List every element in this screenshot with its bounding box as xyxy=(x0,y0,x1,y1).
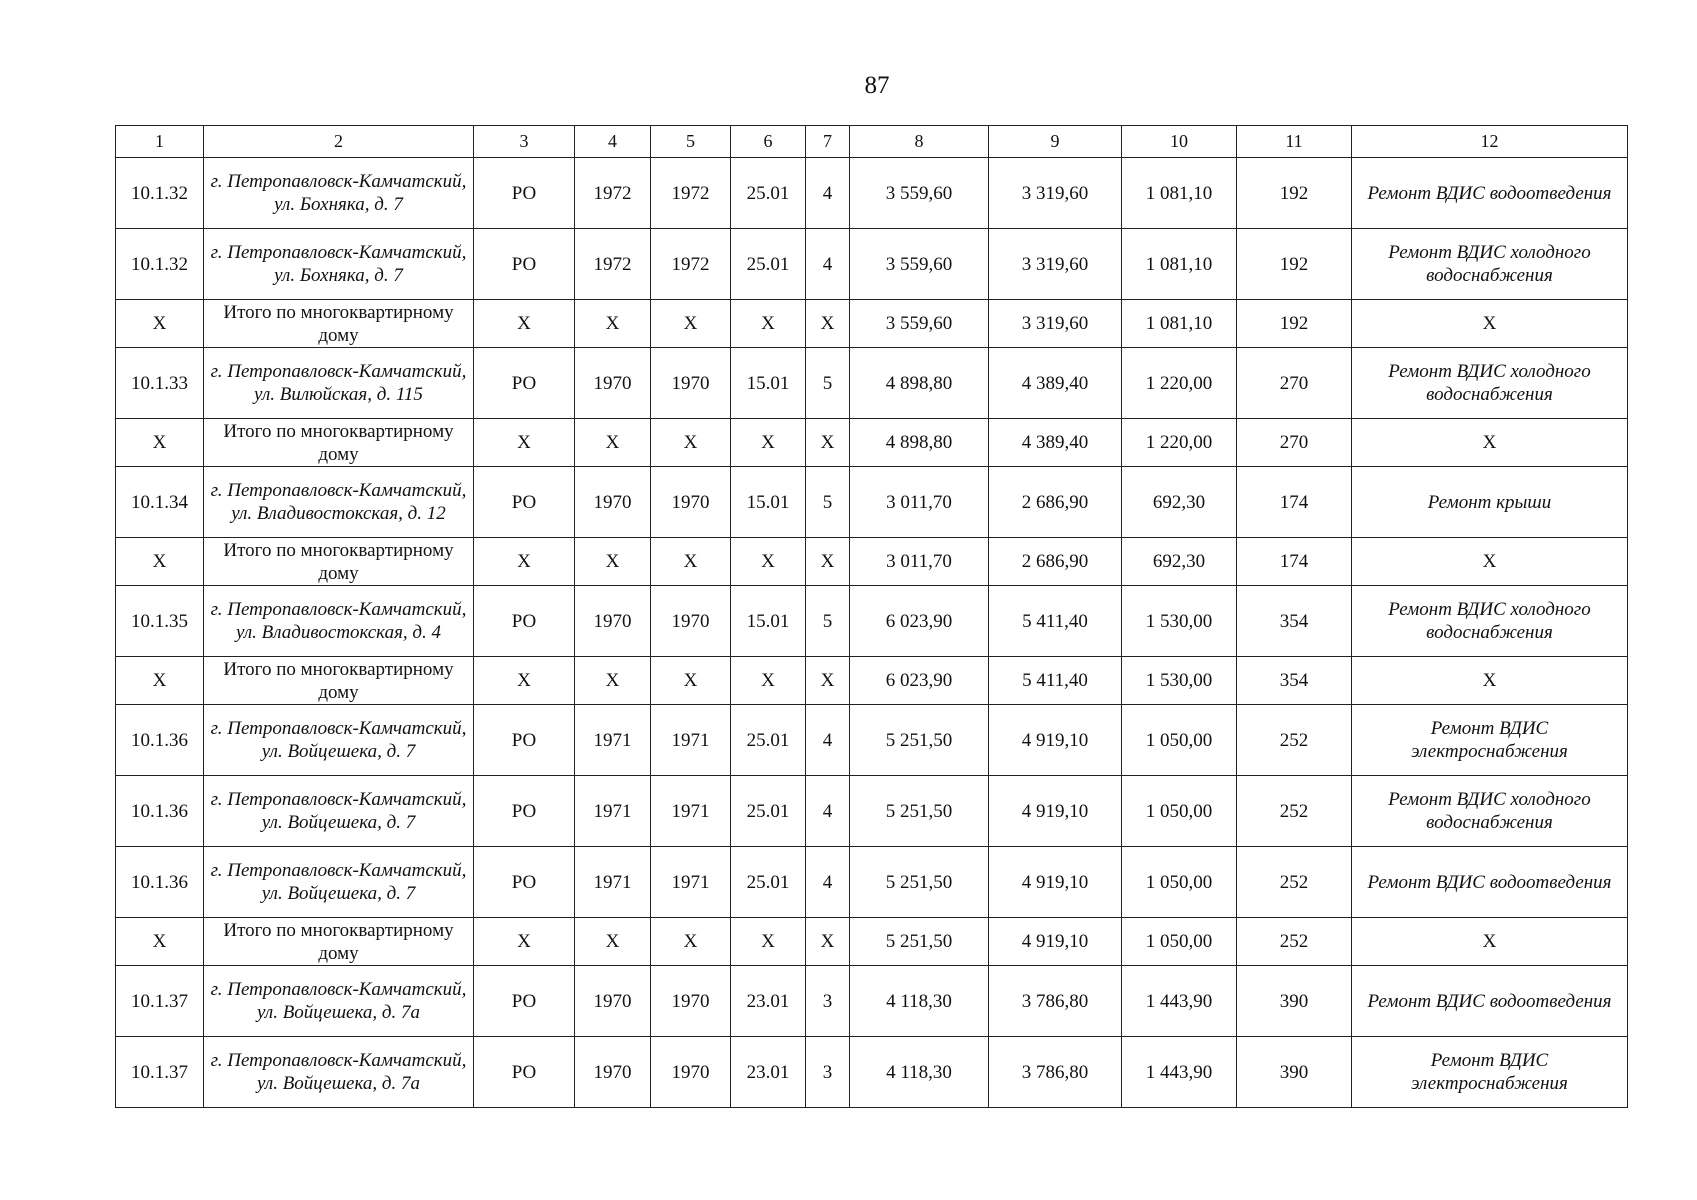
commission-year-cell: 1971 xyxy=(651,847,731,918)
commission-year-cell: 1972 xyxy=(651,158,731,229)
residents-count-cell: 252 xyxy=(1237,776,1352,847)
wall-material-cell: Х xyxy=(731,419,806,467)
commission-year-cell: 1970 xyxy=(651,1037,731,1108)
nonliving-area-cell: 1 050,00 xyxy=(1122,847,1237,918)
address-cell: Итого по многоквартирному дому xyxy=(204,300,474,348)
nonliving-area-cell: 1 220,00 xyxy=(1122,419,1237,467)
wall-material-cell: 15.01 xyxy=(731,586,806,657)
total-area-cell: 3 559,60 xyxy=(850,300,989,348)
header-cell: 2 xyxy=(204,126,474,158)
wall-material-cell: 23.01 xyxy=(731,1037,806,1108)
residents-count-cell: 174 xyxy=(1237,467,1352,538)
floors-count-cell: 5 xyxy=(806,586,850,657)
living-area-cell: 2 686,90 xyxy=(989,467,1122,538)
build-year-cell: 1970 xyxy=(575,467,651,538)
residents-count-cell: 174 xyxy=(1237,538,1352,586)
header-cell: 8 xyxy=(850,126,989,158)
table-row xyxy=(116,467,1628,538)
residents-count-cell: 252 xyxy=(1237,918,1352,966)
address-cell: г. Петропавловск-Камчатский, ул. Войцешека, д. 7а xyxy=(204,966,474,1037)
work-type-cell: Ремонт ВДИС холодного водоснабжения xyxy=(1352,776,1628,847)
item-number-cell: 10.1.32 xyxy=(116,229,204,300)
work-type-cell: Ремонт ВДИС водоотведения xyxy=(1352,847,1628,918)
total-row xyxy=(116,538,1628,586)
commission-year-cell: 1971 xyxy=(651,705,731,776)
wall-material-cell: Х xyxy=(731,918,806,966)
work-type-cell: Ремонт ВДИС холодного водоснабжения xyxy=(1352,229,1628,300)
floors-count-cell: Х xyxy=(806,657,850,705)
residents-count-cell: 270 xyxy=(1237,419,1352,467)
work-type-cell: Ремонт ВДИС водоотведения xyxy=(1352,158,1628,229)
header-cell: 5 xyxy=(651,126,731,158)
nonliving-area-cell: 1 530,00 xyxy=(1122,586,1237,657)
nonliving-area-cell: 1 050,00 xyxy=(1122,705,1237,776)
build-year-cell: Х xyxy=(575,300,651,348)
address-cell: г. Петропавловск-Камчатский, ул. Бохняка, д. 7 xyxy=(204,229,474,300)
address-cell: г. Петропавловск-Камчатский, ул. Войцешека, д. 7 xyxy=(204,705,474,776)
address-cell: Итого по многоквартирному дому xyxy=(204,538,474,586)
living-area-cell: 3 786,80 xyxy=(989,1037,1122,1108)
build-year-cell: 1970 xyxy=(575,966,651,1037)
owner-type-cell: РО xyxy=(474,1037,575,1108)
wall-material-cell: 25.01 xyxy=(731,705,806,776)
floors-count-cell: 3 xyxy=(806,1037,850,1108)
build-year-cell: 1971 xyxy=(575,776,651,847)
owner-type-cell: РО xyxy=(474,966,575,1037)
residents-count-cell: 354 xyxy=(1237,657,1352,705)
address-cell: Итого по многоквартирному дому xyxy=(204,419,474,467)
work-type-cell: Ремонт ВДИС холодного водоснабжения xyxy=(1352,586,1628,657)
nonliving-area-cell: 1 443,90 xyxy=(1122,966,1237,1037)
header-cell: 7 xyxy=(806,126,850,158)
work-type-cell: Х xyxy=(1352,657,1628,705)
nonliving-area-cell: 1 443,90 xyxy=(1122,1037,1237,1108)
header-cell: 6 xyxy=(731,126,806,158)
total-area-cell: 5 251,50 xyxy=(850,776,989,847)
total-area-cell: 3 011,70 xyxy=(850,538,989,586)
work-type-cell: Х xyxy=(1352,918,1628,966)
total-area-cell: 4 118,30 xyxy=(850,1037,989,1108)
floors-count-cell: Х xyxy=(806,300,850,348)
total-area-cell: 4 898,80 xyxy=(850,419,989,467)
owner-type-cell: Х xyxy=(474,657,575,705)
item-number-cell: 10.1.32 xyxy=(116,158,204,229)
owner-type-cell: Х xyxy=(474,538,575,586)
living-area-cell: 4 919,10 xyxy=(989,918,1122,966)
build-year-cell: 1970 xyxy=(575,348,651,419)
commission-year-cell: 1972 xyxy=(651,229,731,300)
commission-year-cell: 1970 xyxy=(651,348,731,419)
living-area-cell: 4 919,10 xyxy=(989,847,1122,918)
address-cell: Итого по многоквартирному дому xyxy=(204,657,474,705)
residents-count-cell: 252 xyxy=(1237,847,1352,918)
living-area-cell: 2 686,90 xyxy=(989,538,1122,586)
owner-type-cell: РО xyxy=(474,158,575,229)
owner-type-cell: РО xyxy=(474,229,575,300)
build-year-cell: 1970 xyxy=(575,586,651,657)
item-number-cell: Х xyxy=(116,538,204,586)
floors-count-cell: 4 xyxy=(806,158,850,229)
owner-type-cell: Х xyxy=(474,918,575,966)
nonliving-area-cell: 1 220,00 xyxy=(1122,348,1237,419)
item-number-cell: 10.1.33 xyxy=(116,348,204,419)
build-year-cell: 1971 xyxy=(575,847,651,918)
floors-count-cell: Х xyxy=(806,918,850,966)
floors-count-cell: 4 xyxy=(806,847,850,918)
table-row xyxy=(116,229,1628,300)
header-cell: 12 xyxy=(1352,126,1628,158)
wall-material-cell: 25.01 xyxy=(731,229,806,300)
table-row xyxy=(116,966,1628,1037)
header-cell: 1 xyxy=(116,126,204,158)
table-row xyxy=(116,586,1628,657)
wall-material-cell: 25.01 xyxy=(731,776,806,847)
total-row xyxy=(116,300,1628,348)
header-cell: 10 xyxy=(1122,126,1237,158)
address-cell: г. Петропавловск-Камчатский, ул. Войцешека, д. 7 xyxy=(204,776,474,847)
residents-count-cell: 390 xyxy=(1237,1037,1352,1108)
total-area-cell: 4 898,80 xyxy=(850,348,989,419)
nonliving-area-cell: 1 530,00 xyxy=(1122,657,1237,705)
owner-type-cell: РО xyxy=(474,776,575,847)
work-type-cell: Х xyxy=(1352,419,1628,467)
build-year-cell: 1970 xyxy=(575,1037,651,1108)
build-year-cell: 1972 xyxy=(575,158,651,229)
build-year-cell: 1972 xyxy=(575,229,651,300)
header-row xyxy=(116,126,1628,158)
wall-material-cell: 15.01 xyxy=(731,348,806,419)
address-cell: Итого по многоквартирному дому xyxy=(204,918,474,966)
nonliving-area-cell: 1 081,10 xyxy=(1122,158,1237,229)
item-number-cell: Х xyxy=(116,657,204,705)
header-cell: 11 xyxy=(1237,126,1352,158)
floors-count-cell: 5 xyxy=(806,348,850,419)
nonliving-area-cell: 1 081,10 xyxy=(1122,300,1237,348)
address-cell: г. Петропавловск-Камчатский, ул. Бохняка, д. 7 xyxy=(204,158,474,229)
build-year-cell: 1971 xyxy=(575,705,651,776)
floors-count-cell: 5 xyxy=(806,467,850,538)
commission-year-cell: 1970 xyxy=(651,966,731,1037)
work-type-cell: Ремонт ВДИС водоотведения xyxy=(1352,966,1628,1037)
work-type-cell: Ремонт крыши xyxy=(1352,467,1628,538)
table-row xyxy=(116,705,1628,776)
living-area-cell: 4 389,40 xyxy=(989,348,1122,419)
floors-count-cell: 3 xyxy=(806,966,850,1037)
owner-type-cell: Х xyxy=(474,419,575,467)
build-year-cell: Х xyxy=(575,657,651,705)
wall-material-cell: 25.01 xyxy=(731,847,806,918)
item-number-cell: 10.1.37 xyxy=(116,966,204,1037)
living-area-cell: 3 319,60 xyxy=(989,229,1122,300)
header-cell: 9 xyxy=(989,126,1122,158)
total-row xyxy=(116,918,1628,966)
total-area-cell: 6 023,90 xyxy=(850,657,989,705)
nonliving-area-cell: 1 050,00 xyxy=(1122,776,1237,847)
residents-count-cell: 192 xyxy=(1237,300,1352,348)
table-row xyxy=(116,1037,1628,1108)
work-type-cell: Х xyxy=(1352,300,1628,348)
commission-year-cell: Х xyxy=(651,538,731,586)
wall-material-cell: 25.01 xyxy=(731,158,806,229)
total-area-cell: 3 011,70 xyxy=(850,467,989,538)
total-area-cell: 5 251,50 xyxy=(850,847,989,918)
living-area-cell: 3 319,60 xyxy=(989,158,1122,229)
total-area-cell: 5 251,50 xyxy=(850,918,989,966)
item-number-cell: Х xyxy=(116,419,204,467)
table-row xyxy=(116,158,1628,229)
total-area-cell: 3 559,60 xyxy=(850,229,989,300)
header-cell: 3 xyxy=(474,126,575,158)
wall-material-cell: 15.01 xyxy=(731,467,806,538)
commission-year-cell: Х xyxy=(651,918,731,966)
nonliving-area-cell: 1 081,10 xyxy=(1122,229,1237,300)
table-row xyxy=(116,348,1628,419)
total-row xyxy=(116,419,1628,467)
repair-program-table xyxy=(115,125,1628,1108)
residents-count-cell: 390 xyxy=(1237,966,1352,1037)
wall-material-cell: Х xyxy=(731,657,806,705)
build-year-cell: Х xyxy=(575,419,651,467)
living-area-cell: 4 389,40 xyxy=(989,419,1122,467)
wall-material-cell: Х xyxy=(731,538,806,586)
commission-year-cell: Х xyxy=(651,657,731,705)
wall-material-cell: 23.01 xyxy=(731,966,806,1037)
owner-type-cell: Х xyxy=(474,300,575,348)
residents-count-cell: 192 xyxy=(1237,158,1352,229)
total-area-cell: 5 251,50 xyxy=(850,705,989,776)
commission-year-cell: 1970 xyxy=(651,586,731,657)
build-year-cell: Х xyxy=(575,538,651,586)
living-area-cell: 4 919,10 xyxy=(989,776,1122,847)
owner-type-cell: РО xyxy=(474,705,575,776)
address-cell: г. Петропавловск-Камчатский, ул. Войцешека, д. 7 xyxy=(204,847,474,918)
item-number-cell: Х xyxy=(116,918,204,966)
item-number-cell: 10.1.37 xyxy=(116,1037,204,1108)
residents-count-cell: 270 xyxy=(1237,348,1352,419)
living-area-cell: 5 411,40 xyxy=(989,657,1122,705)
item-number-cell: 10.1.35 xyxy=(116,586,204,657)
owner-type-cell: РО xyxy=(474,467,575,538)
work-type-cell: Ремонт ВДИС электроснабжения xyxy=(1352,1037,1628,1108)
nonliving-area-cell: 692,30 xyxy=(1122,538,1237,586)
address-cell: г. Петропавловск-Камчатский, ул. Вилюйская, д. 115 xyxy=(204,348,474,419)
wall-material-cell: Х xyxy=(731,300,806,348)
address-cell: г. Петропавловск-Камчатский, ул. Войцешека, д. 7а xyxy=(204,1037,474,1108)
table-row xyxy=(116,847,1628,918)
build-year-cell: Х xyxy=(575,918,651,966)
table-row xyxy=(116,776,1628,847)
commission-year-cell: Х xyxy=(651,419,731,467)
commission-year-cell: 1970 xyxy=(651,467,731,538)
nonliving-area-cell: 692,30 xyxy=(1122,467,1237,538)
owner-type-cell: РО xyxy=(474,847,575,918)
address-cell: г. Петропавловск-Камчатский, ул. Владивостокская, д. 4 xyxy=(204,586,474,657)
living-area-cell: 3 786,80 xyxy=(989,966,1122,1037)
commission-year-cell: 1971 xyxy=(651,776,731,847)
address-cell: г. Петропавловск-Камчатский, ул. Владивостокская, д. 12 xyxy=(204,467,474,538)
item-number-cell: 10.1.36 xyxy=(116,705,204,776)
floors-count-cell: Х xyxy=(806,419,850,467)
page-number: 87 xyxy=(864,72,890,99)
owner-type-cell: РО xyxy=(474,586,575,657)
commission-year-cell: Х xyxy=(651,300,731,348)
residents-count-cell: 354 xyxy=(1237,586,1352,657)
residents-count-cell: 252 xyxy=(1237,705,1352,776)
total-area-cell: 3 559,60 xyxy=(850,158,989,229)
work-type-cell: Х xyxy=(1352,538,1628,586)
living-area-cell: 4 919,10 xyxy=(989,705,1122,776)
floors-count-cell: 4 xyxy=(806,705,850,776)
item-number-cell: 10.1.36 xyxy=(116,776,204,847)
header-cell: 4 xyxy=(575,126,651,158)
item-number-cell: 10.1.36 xyxy=(116,847,204,918)
total-area-cell: 4 118,30 xyxy=(850,966,989,1037)
owner-type-cell: РО xyxy=(474,348,575,419)
work-type-cell: Ремонт ВДИС холодного водоснабжения xyxy=(1352,348,1628,419)
item-number-cell: 10.1.34 xyxy=(116,467,204,538)
living-area-cell: 3 319,60 xyxy=(989,300,1122,348)
living-area-cell: 5 411,40 xyxy=(989,586,1122,657)
floors-count-cell: 4 xyxy=(806,776,850,847)
floors-count-cell: 4 xyxy=(806,229,850,300)
item-number-cell: Х xyxy=(116,300,204,348)
nonliving-area-cell: 1 050,00 xyxy=(1122,918,1237,966)
residents-count-cell: 192 xyxy=(1237,229,1352,300)
total-area-cell: 6 023,90 xyxy=(850,586,989,657)
total-row xyxy=(116,657,1628,705)
floors-count-cell: Х xyxy=(806,538,850,586)
work-type-cell: Ремонт ВДИС электроснабжения xyxy=(1352,705,1628,776)
